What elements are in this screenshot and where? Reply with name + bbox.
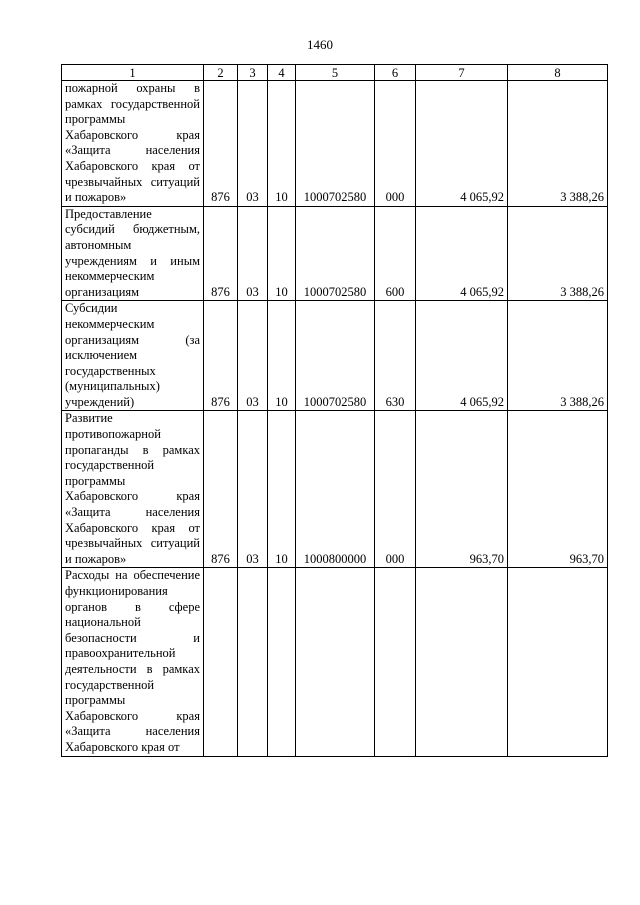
amount-col7-cell: 4 065,92 — [416, 301, 508, 411]
expense-type-cell — [375, 568, 416, 756]
expense-type-cell: 000 — [375, 411, 416, 568]
target-item-cell: 1000702580 — [296, 206, 375, 301]
row-name-cell: Расходы на обеспечение функционирования органов в сфере национальной безопасности и правоохранительной деятельности в рамках государственной программы Хабаровского края «Защита населения Хабаровского края от — [62, 568, 204, 756]
ministry-code-cell: 876 — [204, 411, 238, 568]
amount-col7-cell: 4 065,92 — [416, 81, 508, 207]
expense-type-cell: 000 — [375, 81, 416, 207]
subsection-code-cell: 10 — [268, 301, 296, 411]
row-name-cell: Субсидии некоммерческим организациям (за исключением государственных (муниципальных) учреждений) — [62, 301, 204, 411]
header-col-1: 1 — [62, 65, 204, 81]
header-col-6: 6 — [375, 65, 416, 81]
amount-col8-cell: 3 388,26 — [508, 301, 608, 411]
table-row — [62, 81, 608, 207]
subsection-code-cell: 10 — [268, 81, 296, 207]
subsection-code-cell — [268, 568, 296, 756]
amount-col8-cell: 3 388,26 — [508, 81, 608, 207]
table-row — [62, 301, 608, 411]
target-item-cell — [296, 568, 375, 756]
subsection-code-cell: 10 — [268, 206, 296, 301]
ministry-code-cell: 876 — [204, 81, 238, 207]
amount-col8-cell: 963,70 — [508, 411, 608, 568]
row-name-cell: Развитие противопожарной пропаганды в рамках государственной программы Хабаровского края «Защита населения Хабаровского края от чрезвычайных ситуаций и пожаров» — [62, 411, 204, 568]
ministry-code-cell — [204, 568, 238, 756]
section-code-cell: 03 — [238, 81, 268, 207]
header-col-2: 2 — [204, 65, 238, 81]
section-code-cell: 03 — [238, 411, 268, 568]
section-code-cell: 03 — [238, 301, 268, 411]
section-code-cell: 03 — [238, 206, 268, 301]
section-code-cell — [238, 568, 268, 756]
target-item-cell: 1000800000 — [296, 411, 375, 568]
target-item-cell: 1000702580 — [296, 81, 375, 207]
table-row — [62, 568, 608, 756]
amount-col7-cell: 963,70 — [416, 411, 508, 568]
row-name-cell: пожарной охраны в рамках государственной программы Хабаровского края «Защита населения Хабаровского края от чрезвычайных ситуаций и пожаров» — [62, 81, 204, 207]
page-number: 1460 — [307, 37, 333, 52]
header-col-5: 5 — [296, 65, 375, 81]
header-col-7: 7 — [416, 65, 508, 81]
ministry-code-cell: 876 — [204, 301, 238, 411]
amount-col7-cell — [416, 568, 508, 756]
amount-col7-cell: 4 065,92 — [416, 206, 508, 301]
amount-col8-cell: 3 388,26 — [508, 206, 608, 301]
expense-type-cell: 630 — [375, 301, 416, 411]
header-col-3: 3 — [238, 65, 268, 81]
ministry-code-cell: 876 — [204, 206, 238, 301]
table-row — [62, 411, 608, 568]
header-col-8: 8 — [508, 65, 608, 81]
target-item-cell: 1000702580 — [296, 301, 375, 411]
budget-table — [61, 64, 608, 757]
table-row — [62, 206, 608, 301]
row-name-cell: Предоставление субсидий бюджетным, автономным учреждениям и иным некоммерческим организациям — [62, 206, 204, 301]
header-col-4: 4 — [268, 65, 296, 81]
amount-col8-cell — [508, 568, 608, 756]
subsection-code-cell: 10 — [268, 411, 296, 568]
expense-type-cell: 600 — [375, 206, 416, 301]
table-header-row — [62, 65, 608, 81]
